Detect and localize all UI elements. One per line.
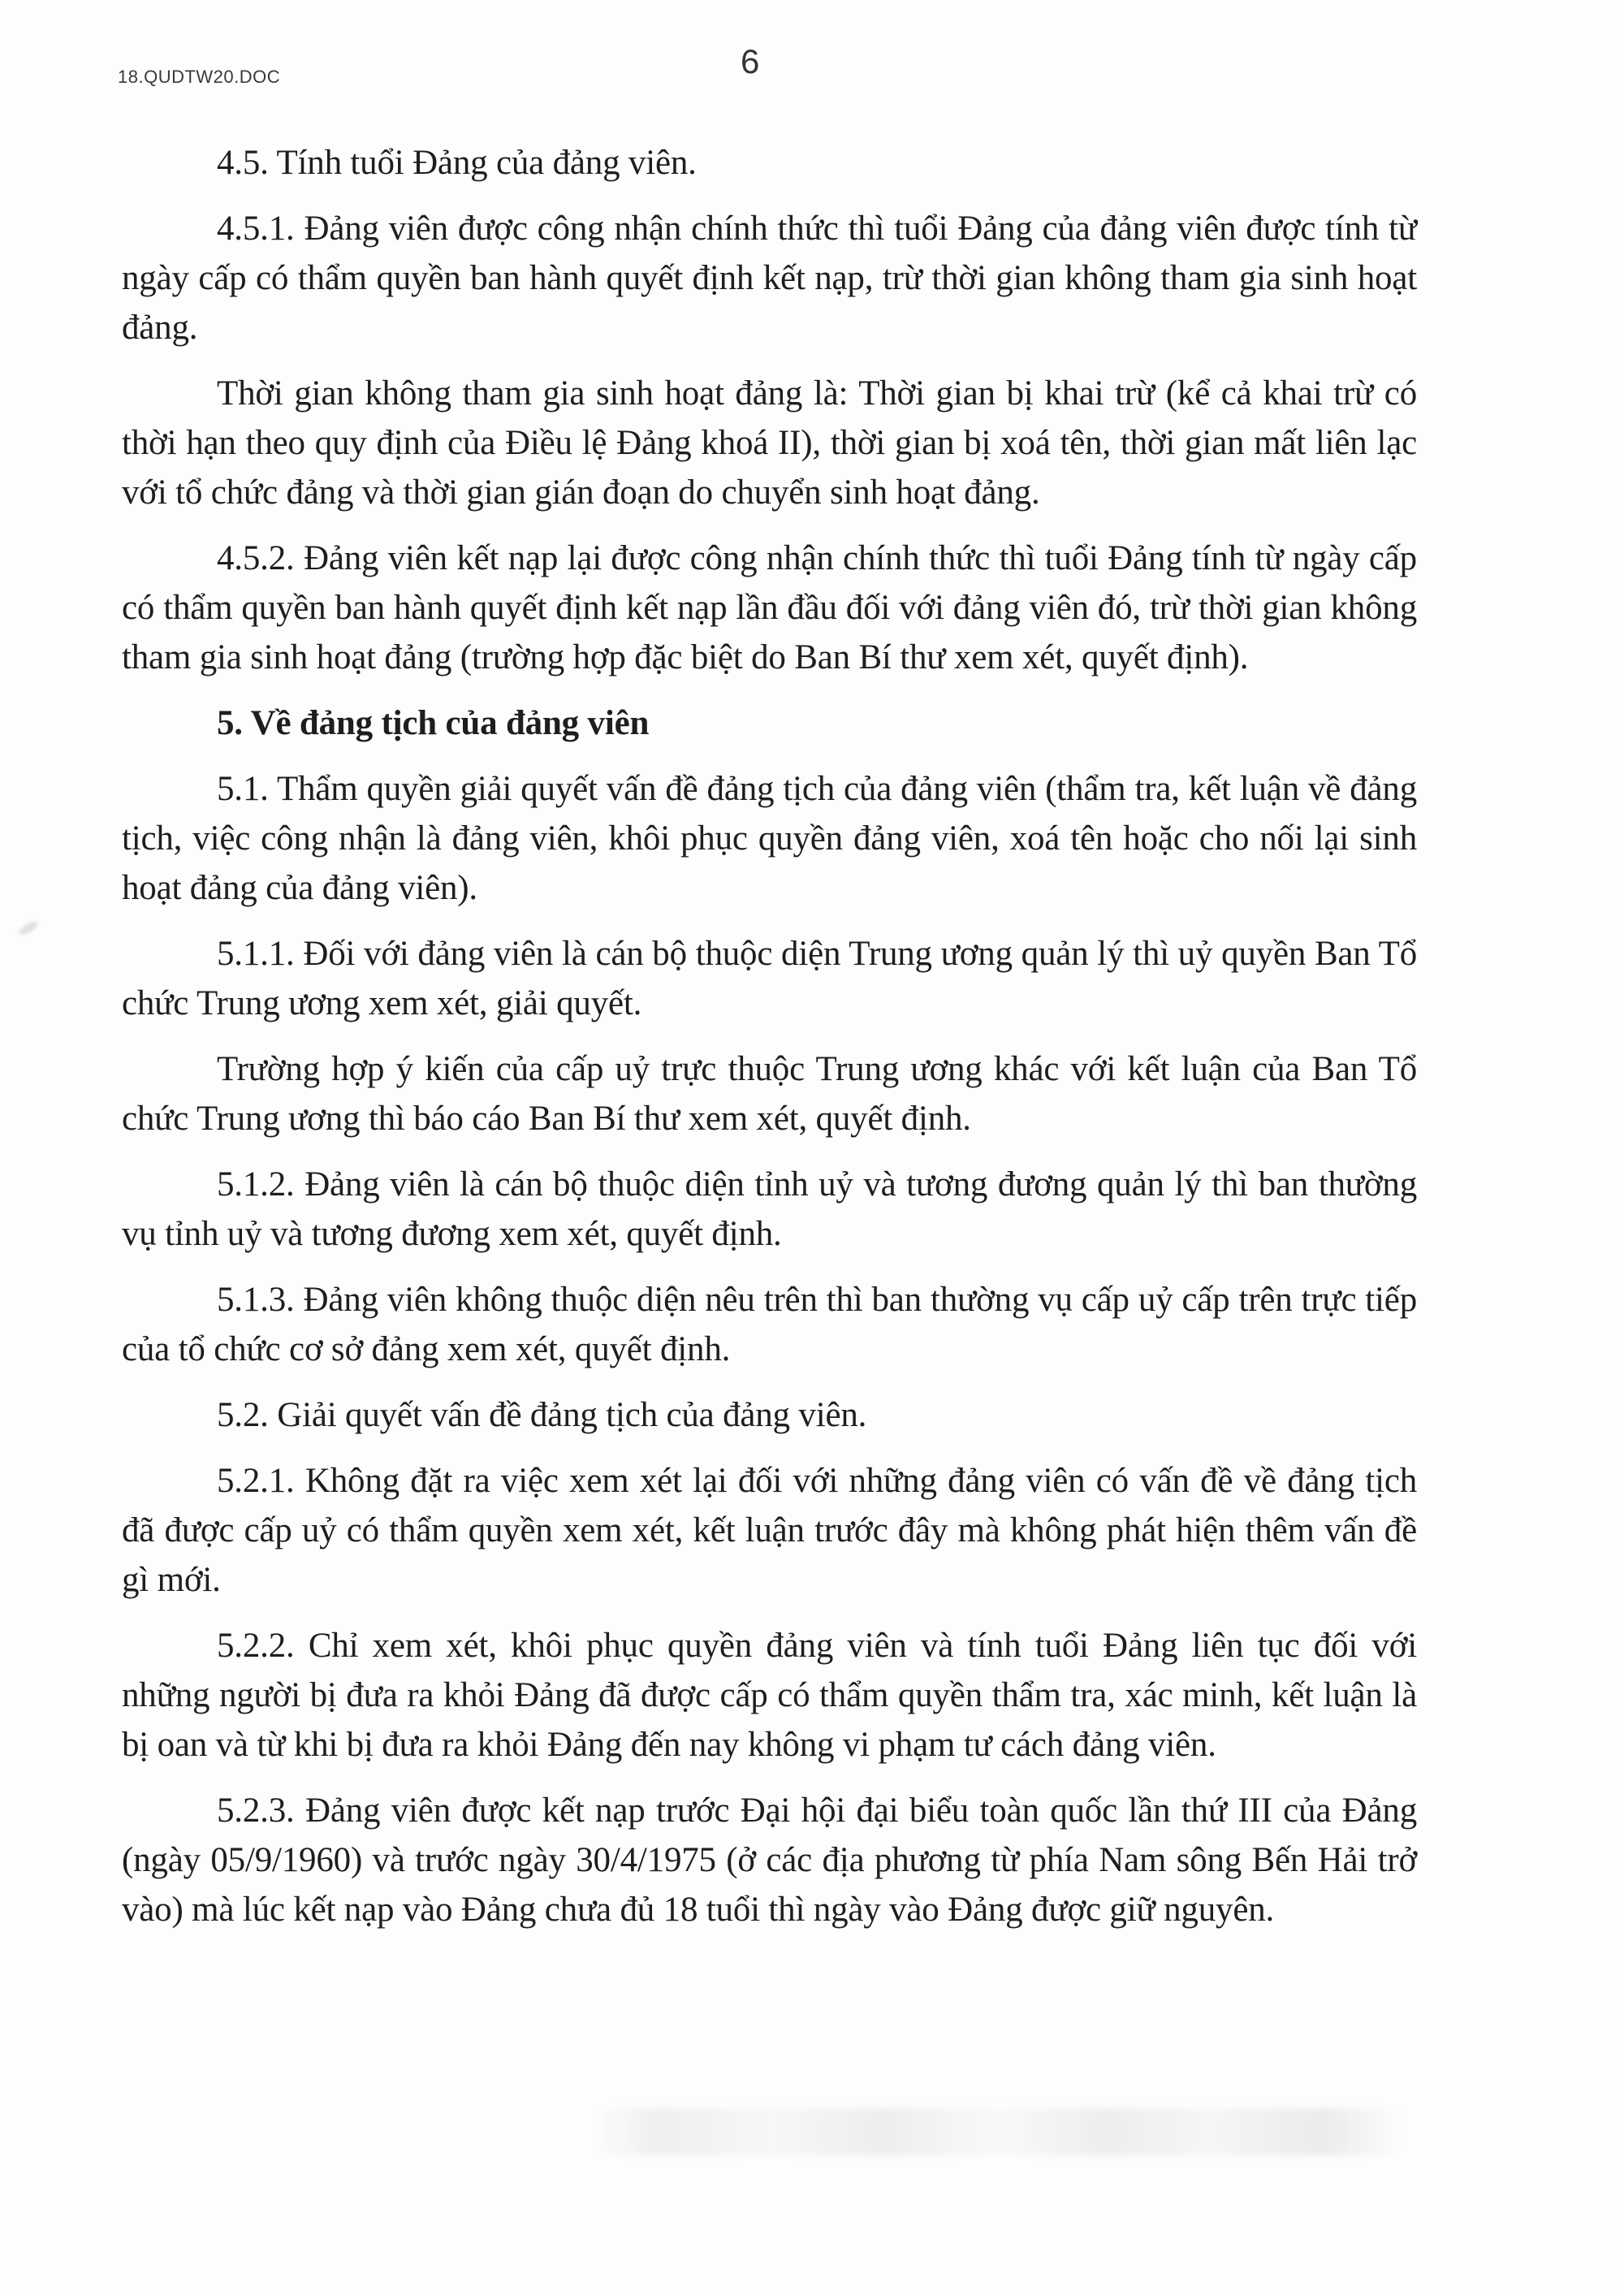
paragraph: Trường hợp ý kiến của cấp uỷ trực thuộc Trung ương khác với kết luận của Ban Tổ chức Trung ương thì báo cáo Ban Bí thư xem xét, quyết định. <box>122 1050 1417 1138</box>
paragraph: 4.5.2. Đảng viên kết nạp lại được công nhận chính thức thì tuổi Đảng tính từ ngày cấp có thẩm quyền ban hành quyết định kết nạp lần đầu đối với đảng viên đó, trừ thời gian không tham gia sinh hoạt đảng (trường hợp đặc biệt do Ban Bí thư xem xét, quyết định). <box>122 539 1417 676</box>
paragraph: 5.1.3. Đảng viên không thuộc diện nêu trên thì ban thường vụ cấp uỷ cấp trên trực tiếp của tổ chức cơ sở đảng xem xét, quyết định. <box>122 1281 1417 1368</box>
paragraph: 4.5. Tính tuổi Đảng của đảng viên. <box>217 144 697 182</box>
header-file-label: 18.QUDTW20.DOC <box>118 67 281 87</box>
document-body <box>122 138 1417 1951</box>
paragraph: 5.1.2. Đảng viên là cán bộ thuộc diện tỉnh uỷ và tương đương quản lý thì ban thường vụ tỉnh uỷ và tương đương xem xét, quyết định. <box>122 1165 1417 1253</box>
paragraph: 5.1.1. Đối với đảng viên là cán bộ thuộc diện Trung ương quản lý thì uỷ quyền Ban Tổ chức Trung ương xem xét, giải quyết. <box>122 935 1417 1022</box>
paragraph: Thời gian không tham gia sinh hoạt đảng là: Thời gian bị khai trừ (kể cả khai trừ có thời hạn theo quy định của Điều lệ Đảng khoá II), thời gian bị xoá tên, thời gian mất liên lạc với tổ chức đảng và thời gian gián đoạn do chuyển sinh hoạt đảng. <box>122 374 1417 512</box>
paragraph: 4.5.1. Đảng viên được công nhận chính thức thì tuổi Đảng của đảng viên được tính từ ngày cấp có thẩm quyền ban hành quyết định kết nạp, trừ thời gian không tham gia sinh hoạt đảng. <box>122 210 1417 347</box>
scan-speck-artifact <box>17 919 40 937</box>
ink-bleed-artifact <box>593 2108 1405 2155</box>
paragraph: 5.2.2. Chỉ xem xét, khôi phục quyền đảng viên và tính tuổi Đảng liên tục đối với những người bị đưa ra khỏi Đảng đã được cấp có thẩm quyền thẩm tra, xác minh, kết luận là bị oan và từ khi bị đưa ra khỏi Đảng đến nay không vi phạm tư cách đảng viên. <box>122 1627 1417 1764</box>
section-heading: 5. Về đảng tịch của đảng viên <box>217 704 650 742</box>
page-number: 6 <box>741 42 760 80</box>
paragraph: 5.1. Thẩm quyền giải quyết vấn đề đảng tịch của đảng viên (thẩm tra, kết luận về đảng tịch, việc công nhận là đảng viên, khôi phục quyền đảng viên, xoá tên hoặc cho nối lại sinh hoạt đảng của đảng viên). <box>122 770 1417 907</box>
paragraph: 5.2.3. Đảng viên được kết nạp trước Đại hội đại biểu toàn quốc lần thứ III của Đảng (ngày 05/9/1960) và trước ngày 30/4/1975 (ở các địa phương từ phía Nam sông Bến Hải trở vào) mà lúc kết nạp vào Đảng chưa đủ 18 tuổi thì ngày vào Đảng được giữ nguyên. <box>122 1791 1417 1929</box>
paragraph: 5.2.1. Không đặt ra việc xem xét lại đối với những đảng viên có vấn đề về đảng tịch đã được cấp uỷ có thẩm quyền xem xét, kết luận trước đây mà không phát hiện thêm vấn đề gì mới. <box>122 1462 1417 1599</box>
paragraph: 5.2. Giải quyết vấn đề đảng tịch của đảng viên. <box>217 1396 867 1434</box>
